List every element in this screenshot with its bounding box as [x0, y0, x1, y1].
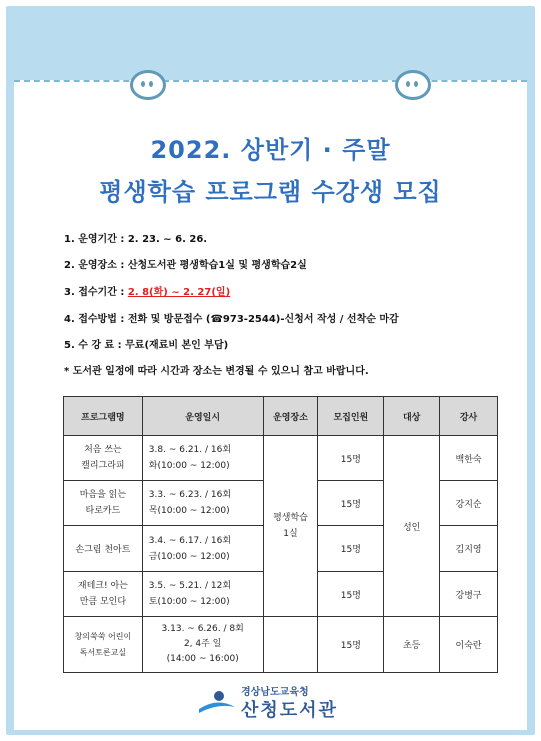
info-registration-label: 3. 접수기간 : [64, 287, 128, 298]
schedule-dates: 3.13. ~ 6.26. / 8회 [161, 624, 244, 634]
title-line-1: 2022. 상반기 · 주말 [150, 136, 391, 164]
program-teacher: 백한숙 [440, 436, 498, 481]
header-target: 대상 [384, 397, 440, 436]
schedule-time: 목(10:00 ~ 12:00) [148, 506, 230, 516]
schedule-dates: 3.8. ~ 6.21. / 16회 [148, 445, 232, 455]
program-name: 처음 쓰는 캘리그라피 [64, 436, 143, 481]
schedule-time: 금(10:00 ~ 12:00) [148, 551, 230, 562]
info-registration-value: 2. 8(화) ~ 2. 27(일) [127, 287, 231, 298]
program-count: 15명 [318, 526, 384, 572]
program-count: 15명 [318, 481, 384, 526]
schedule-time: 토(10:00 ~ 12:00) [148, 597, 230, 607]
program-schedule [142, 526, 263, 572]
program-target: 초등 [384, 617, 440, 673]
info-note: * 도서관 일정에 따라 시간과 장소는 변경될 수 있으니 참고 바랍니다. [64, 366, 369, 377]
program-place-blank [263, 617, 318, 673]
info-period: 1. 운영기간 : 2. 23. ~ 6. 26. [64, 234, 208, 245]
program-schedule [142, 481, 263, 526]
program-name: 마음을 읽는 타로카드 [64, 481, 143, 526]
program-count: 15명 [318, 436, 384, 481]
program-teacher: 강지순 [440, 481, 498, 526]
program-target: 성인 [384, 436, 440, 617]
logo-library-name: 산청도서관 [241, 700, 338, 721]
header-place: 운영장소 [263, 397, 318, 436]
table-row [64, 436, 498, 481]
header-count: 모집인원 [318, 397, 384, 436]
program-name: 창의쑥쑥 어린이 독서토론교실 [64, 617, 143, 673]
program-teacher: 이숙란 [440, 617, 498, 673]
schedule-time: 2, 4주 일 (14:00 ~ 16:00) [166, 639, 239, 664]
table-header-row [64, 397, 498, 436]
library-logo [197, 683, 397, 723]
info-method: 4. 접수방법 : 전화 및 방문접수 (☎973-2544)-신청서 작성 / 선착순 마감 [64, 314, 399, 325]
info-fee: 5. 수 강 료 : 무료(재료비 본인 부담) [64, 340, 229, 351]
schedule-dates: 3.3. ~ 6.23. / 16회 [148, 490, 232, 500]
header-schedule: 운영일시 [142, 397, 263, 436]
info-place: 2. 운영장소 : 산청도서관 평생학습1실 및 평생학습2실 [64, 260, 307, 271]
program-teacher: 강병구 [440, 572, 498, 617]
schedule-time: 화(10:00 ~ 12:00) [148, 461, 230, 471]
library-emblem-icon [197, 689, 237, 717]
table-row [64, 617, 498, 673]
program-schedule [142, 436, 263, 481]
binder-ring-right-icon [395, 70, 431, 100]
title-line-2: 평생학습 프로그램 수강생 모집 [99, 178, 442, 206]
program-schedule [142, 572, 263, 617]
program-name: 재테크! 아는 만큼 모인다 [64, 572, 143, 617]
schedule-dates: 3.4. ~ 6.17. / 16회 [148, 535, 232, 546]
program-count: 15명 [318, 572, 384, 617]
header-program: 프로그램명 [64, 397, 143, 436]
program-count: 15명 [318, 617, 384, 673]
program-teacher: 김지영 [440, 526, 498, 572]
info-registration [64, 283, 230, 298]
header-teacher: 강사 [440, 397, 498, 436]
program-table [63, 396, 498, 673]
program-name: 손그림 천아트 [64, 526, 143, 572]
logo-org-name: 경상남도교육청 [241, 687, 309, 698]
binder-ring-left-icon [130, 70, 166, 100]
schedule-dates: 3.5. ~ 5.21. / 12회 [148, 581, 232, 591]
program-schedule [142, 617, 263, 673]
program-place: 평생학습 1실 [263, 436, 318, 617]
